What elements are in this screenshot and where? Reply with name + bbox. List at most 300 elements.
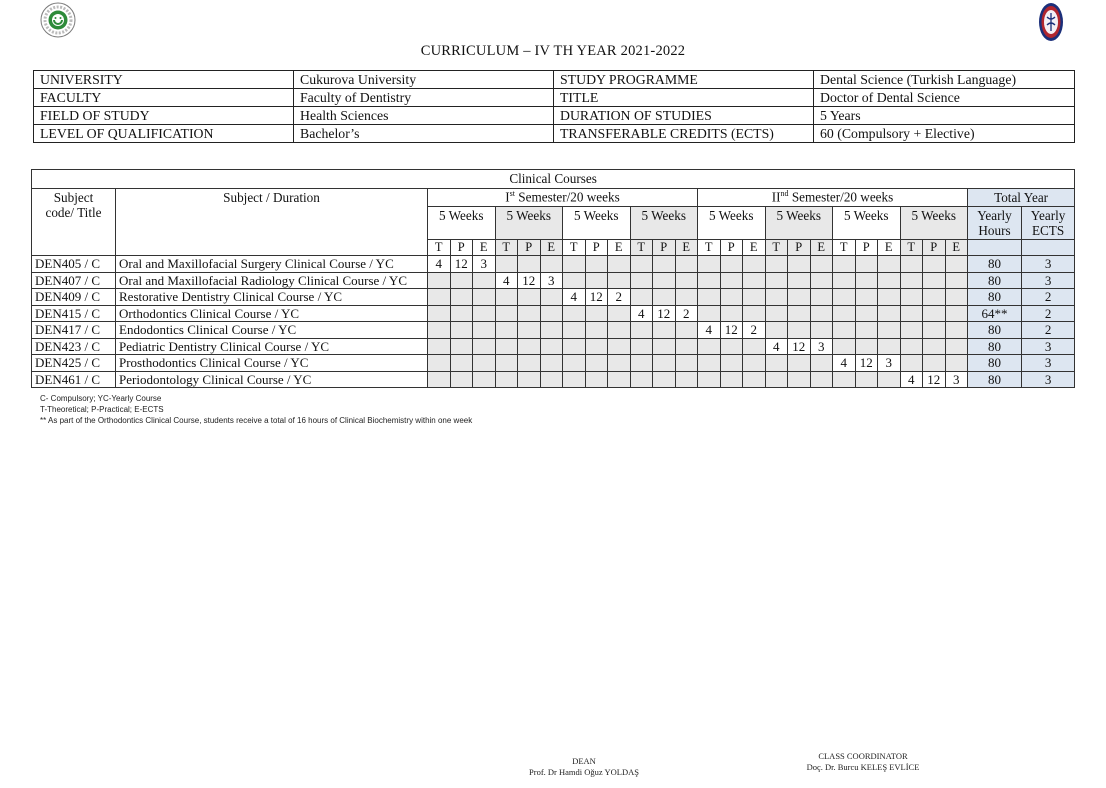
empty-cell xyxy=(788,371,811,388)
info-value: 60 (Compulsory + Elective) xyxy=(814,125,1075,143)
empty-cell xyxy=(878,272,901,289)
subject-duration-header: Subject / Duration xyxy=(116,189,428,256)
empty-cell xyxy=(585,338,608,355)
dean-name: Prof. Dr Hamdi Oğuz YOLDAŞ xyxy=(529,767,639,777)
course-row xyxy=(32,305,1075,322)
empty-cell xyxy=(810,305,833,322)
empty-cell xyxy=(810,289,833,306)
empty-cell xyxy=(540,256,563,273)
week-block-header: 5 Weeks xyxy=(495,207,563,240)
empty-cell xyxy=(833,338,856,355)
empty-cell xyxy=(675,322,698,339)
empty-cell xyxy=(698,338,721,355)
yearly-hours-header xyxy=(968,207,1022,240)
empty-cell xyxy=(743,289,766,306)
empty-cell xyxy=(833,305,856,322)
info-value: Cukurova University xyxy=(294,71,554,89)
empty-cell xyxy=(720,289,743,306)
info-label: LEVEL OF QUALIFICATION xyxy=(34,125,294,143)
empty-cell xyxy=(473,355,496,372)
empty-cell xyxy=(855,371,878,388)
empty-cell xyxy=(810,322,833,339)
empty-cell xyxy=(765,322,788,339)
course-e-value: 2 xyxy=(743,322,766,339)
course-code: DEN409 / C xyxy=(32,289,116,306)
info-value: Bachelor’s xyxy=(294,125,554,143)
empty-cell xyxy=(450,322,473,339)
tpe-header: P xyxy=(855,240,878,256)
faculty-logo xyxy=(1038,2,1064,42)
empty-cell xyxy=(495,289,518,306)
course-row xyxy=(32,256,1075,273)
empty-cell xyxy=(743,371,766,388)
course-name: Periodontology Clinical Course / YC xyxy=(116,371,428,388)
empty-cell xyxy=(585,305,608,322)
course-name: Oral and Maxillofacial Surgery Clinical Course / YC xyxy=(116,256,428,273)
course-t-value: 4 xyxy=(900,371,923,388)
course-code: DEN461 / C xyxy=(32,371,116,388)
semester-2-sup: nd xyxy=(780,189,789,199)
empty-cell xyxy=(630,289,653,306)
legend-line: T-Theoretical; P-Practical; E-ECTS xyxy=(40,405,164,414)
empty-cell xyxy=(473,305,496,322)
empty-cell xyxy=(608,355,631,372)
course-row xyxy=(32,371,1075,388)
empty-cell xyxy=(855,338,878,355)
week-block-header: 5 Weeks xyxy=(833,207,901,240)
empty-cell xyxy=(473,322,496,339)
empty-cell xyxy=(518,256,541,273)
empty-cell xyxy=(878,256,901,273)
empty-cell xyxy=(743,305,766,322)
empty-cell xyxy=(540,371,563,388)
empty-cell xyxy=(900,289,923,306)
tpe-header: T xyxy=(833,240,856,256)
empty-cell xyxy=(608,338,631,355)
empty-cell xyxy=(495,338,518,355)
empty-cell xyxy=(945,322,968,339)
empty-cell xyxy=(810,371,833,388)
empty-cell xyxy=(765,289,788,306)
yearly-ects-value: 3 xyxy=(1022,256,1075,273)
empty-cell xyxy=(630,355,653,372)
empty-cell xyxy=(450,338,473,355)
empty-cell xyxy=(495,256,518,273)
subject-code-header-line1: Subject xyxy=(53,190,94,205)
empty-cell xyxy=(540,338,563,355)
subject-code-header-line2: code/ Title xyxy=(45,205,102,220)
empty-cell xyxy=(450,272,473,289)
empty-cell xyxy=(540,355,563,372)
empty-cell xyxy=(788,289,811,306)
course-p-value: 12 xyxy=(585,289,608,306)
legend xyxy=(40,393,472,426)
empty-cell xyxy=(518,355,541,372)
empty-cell xyxy=(788,272,811,289)
empty-cell xyxy=(428,305,451,322)
course-t-value: 4 xyxy=(833,355,856,372)
empty-cell xyxy=(720,272,743,289)
empty-cell xyxy=(540,289,563,306)
empty-cell xyxy=(810,355,833,372)
course-p-value: 12 xyxy=(653,305,676,322)
week-block-header: 5 Weeks xyxy=(563,207,631,240)
yearly-hours-value: 64** xyxy=(968,305,1022,322)
course-code: DEN405 / C xyxy=(32,256,116,273)
info-row-faculty xyxy=(34,89,1075,107)
yearly-hours-value: 80 xyxy=(968,289,1022,306)
semester-1-header xyxy=(428,189,698,207)
course-e-value: 3 xyxy=(810,338,833,355)
tpe-header: P xyxy=(720,240,743,256)
empty-cell xyxy=(698,256,721,273)
empty-cell xyxy=(608,256,631,273)
empty-cell xyxy=(518,371,541,388)
empty-cell xyxy=(518,289,541,306)
course-p-value: 12 xyxy=(450,256,473,273)
empty-cell xyxy=(473,338,496,355)
course-p-value: 12 xyxy=(788,338,811,355)
empty-cell xyxy=(653,355,676,372)
empty-cell xyxy=(675,256,698,273)
week-block-header: 5 Weeks xyxy=(428,207,496,240)
tpe-header: E xyxy=(810,240,833,256)
tpe-header: T xyxy=(698,240,721,256)
empty-cell xyxy=(653,322,676,339)
info-value: 5 Years xyxy=(814,107,1075,125)
legend-line: C- Compulsory; YC-Yearly Course xyxy=(40,394,162,403)
empty-cell xyxy=(495,322,518,339)
dean-role: DEAN xyxy=(572,756,596,766)
empty-cell xyxy=(900,322,923,339)
course-e-value: 2 xyxy=(675,305,698,322)
yearly-ects-value: 3 xyxy=(1022,338,1075,355)
tpe-header: P xyxy=(450,240,473,256)
empty-cell xyxy=(878,338,901,355)
course-e-value: 3 xyxy=(878,355,901,372)
empty-cell xyxy=(945,355,968,372)
empty-cell xyxy=(900,305,923,322)
empty-cell xyxy=(518,338,541,355)
empty-cell xyxy=(698,355,721,372)
tpe-header: E xyxy=(675,240,698,256)
empty-cell xyxy=(630,322,653,339)
tpe-header-blank xyxy=(1022,240,1075,256)
empty-cell xyxy=(720,305,743,322)
empty-cell xyxy=(698,305,721,322)
empty-cell xyxy=(720,256,743,273)
empty-cell xyxy=(698,371,721,388)
empty-cell xyxy=(900,355,923,372)
course-code: DEN417 / C xyxy=(32,322,116,339)
course-t-value: 4 xyxy=(428,256,451,273)
tpe-header: P xyxy=(923,240,946,256)
empty-cell xyxy=(788,305,811,322)
empty-cell xyxy=(945,272,968,289)
empty-cell xyxy=(428,371,451,388)
tpe-header: T xyxy=(563,240,586,256)
yearly-ects-value: 3 xyxy=(1022,371,1075,388)
semester-1-sup: st xyxy=(509,189,515,199)
tpe-header: E xyxy=(473,240,496,256)
empty-cell xyxy=(473,371,496,388)
semester-1-label: Semester/20 weeks xyxy=(515,189,620,205)
tpe-header: E xyxy=(743,240,766,256)
empty-cell xyxy=(743,338,766,355)
yearly-hours-value: 80 xyxy=(968,371,1022,388)
yearly-ects-line2: ECTS xyxy=(1031,223,1065,238)
empty-cell xyxy=(923,256,946,273)
empty-cell xyxy=(855,272,878,289)
tpe-header: E xyxy=(608,240,631,256)
empty-cell xyxy=(428,338,451,355)
empty-cell xyxy=(608,371,631,388)
empty-cell xyxy=(743,355,766,372)
tpe-header: P xyxy=(653,240,676,256)
tpe-header: E xyxy=(945,240,968,256)
course-row xyxy=(32,338,1075,355)
empty-cell xyxy=(855,322,878,339)
semester-2-roman: II xyxy=(771,189,781,205)
empty-cell xyxy=(585,355,608,372)
empty-cell xyxy=(518,305,541,322)
course-t-value: 4 xyxy=(765,338,788,355)
empty-cell xyxy=(585,256,608,273)
total-year-header: Total Year xyxy=(968,189,1075,207)
empty-cell xyxy=(878,371,901,388)
tpe-header: T xyxy=(428,240,451,256)
empty-cell xyxy=(630,256,653,273)
empty-cell xyxy=(833,272,856,289)
empty-cell xyxy=(563,322,586,339)
info-label: TRANSFERABLE CREDITS (ECTS) xyxy=(554,125,814,143)
course-row xyxy=(32,289,1075,306)
empty-cell xyxy=(585,322,608,339)
legend-line: ** As part of the Orthodontics Clinical Course, students receive a total of 16 hours of Clinical Biochemistry within one week xyxy=(40,416,473,425)
yearly-hours-value: 80 xyxy=(968,322,1022,339)
empty-cell xyxy=(563,305,586,322)
yearly-ects-line1: Yearly xyxy=(1030,208,1066,223)
coordinator-name: Doç. Dr. Burcu KELEŞ EVLİCE xyxy=(806,762,920,772)
course-code: DEN407 / C xyxy=(32,272,116,289)
course-t-value: 4 xyxy=(698,322,721,339)
tpe-header: P xyxy=(585,240,608,256)
course-e-value: 3 xyxy=(945,371,968,388)
info-label: FIELD OF STUDY xyxy=(34,107,294,125)
info-label: UNIVERSITY xyxy=(34,71,294,89)
empty-cell xyxy=(608,272,631,289)
empty-cell xyxy=(608,322,631,339)
yearly-hours-line1: Yearly xyxy=(977,208,1012,223)
course-code: DEN425 / C xyxy=(32,355,116,372)
course-t-value: 4 xyxy=(495,272,518,289)
empty-cell xyxy=(788,322,811,339)
semester-1-roman: I xyxy=(505,189,510,205)
empty-cell xyxy=(428,272,451,289)
week-block-header: 5 Weeks xyxy=(765,207,833,240)
course-t-value: 4 xyxy=(630,305,653,322)
course-name: Oral and Maxillofacial Radiology Clinical Course / YC xyxy=(116,272,428,289)
empty-cell xyxy=(765,256,788,273)
empty-cell xyxy=(743,256,766,273)
course-e-value: 3 xyxy=(473,256,496,273)
semester-2-header xyxy=(698,189,968,207)
empty-cell xyxy=(630,371,653,388)
info-label: STUDY PROGRAMME xyxy=(554,71,814,89)
empty-cell xyxy=(810,272,833,289)
course-code: DEN423 / C xyxy=(32,338,116,355)
empty-cell xyxy=(675,355,698,372)
empty-cell xyxy=(653,371,676,388)
course-name: Restorative Dentistry Clinical Course / YC xyxy=(116,289,428,306)
empty-cell xyxy=(855,256,878,273)
empty-cell xyxy=(765,272,788,289)
empty-cell xyxy=(788,355,811,372)
week-block-header: 5 Weeks xyxy=(630,207,698,240)
course-row xyxy=(32,322,1075,339)
empty-cell xyxy=(675,371,698,388)
empty-cell xyxy=(563,256,586,273)
empty-cell xyxy=(653,256,676,273)
empty-cell xyxy=(450,355,473,372)
week-block-header: 5 Weeks xyxy=(698,207,766,240)
empty-cell xyxy=(428,289,451,306)
empty-cell xyxy=(428,355,451,372)
empty-cell xyxy=(653,338,676,355)
empty-cell xyxy=(585,371,608,388)
empty-cell xyxy=(653,272,676,289)
empty-cell xyxy=(540,322,563,339)
empty-cell xyxy=(855,305,878,322)
course-name: Endodontics Clinical Course / YC xyxy=(116,322,428,339)
empty-cell xyxy=(473,272,496,289)
tpe-header: T xyxy=(900,240,923,256)
empty-cell xyxy=(878,289,901,306)
course-name: Pediatric Dentistry Clinical Course / YC xyxy=(116,338,428,355)
empty-cell xyxy=(743,272,766,289)
empty-cell xyxy=(923,289,946,306)
coordinator-signature xyxy=(780,751,946,773)
info-row-level xyxy=(34,125,1075,143)
info-value: Dental Science (Turkish Language) xyxy=(814,71,1075,89)
yearly-ects-value: 2 xyxy=(1022,305,1075,322)
empty-cell xyxy=(473,289,496,306)
course-name: Prosthodontics Clinical Course / YC xyxy=(116,355,428,372)
course-t-value: 4 xyxy=(563,289,586,306)
semester-2-label: Semester/20 weeks xyxy=(788,189,894,205)
dean-signature xyxy=(504,756,664,778)
empty-cell xyxy=(630,338,653,355)
empty-cell xyxy=(675,289,698,306)
empty-cell xyxy=(518,322,541,339)
empty-cell xyxy=(833,289,856,306)
course-p-value: 12 xyxy=(855,355,878,372)
course-name: Orthodontics Clinical Course / YC xyxy=(116,305,428,322)
empty-cell xyxy=(945,289,968,306)
programme-info-table xyxy=(33,70,1075,143)
empty-cell xyxy=(563,371,586,388)
tpe-header: E xyxy=(878,240,901,256)
info-value: Doctor of Dental Science xyxy=(814,89,1075,107)
empty-cell xyxy=(495,355,518,372)
page-title: CURRICULUM – IV TH YEAR 2021-2022 xyxy=(420,43,686,59)
yearly-ects-header xyxy=(1022,207,1075,240)
coordinator-role: CLASS COORDINATOR xyxy=(818,751,908,761)
tpe-header: T xyxy=(495,240,518,256)
empty-cell xyxy=(720,355,743,372)
empty-cell xyxy=(563,272,586,289)
tpe-header: T xyxy=(630,240,653,256)
empty-cell xyxy=(675,338,698,355)
empty-cell xyxy=(540,305,563,322)
empty-cell xyxy=(675,272,698,289)
empty-cell xyxy=(698,289,721,306)
empty-cell xyxy=(900,272,923,289)
empty-cell xyxy=(450,305,473,322)
course-row xyxy=(32,272,1075,289)
course-p-value: 12 xyxy=(518,272,541,289)
yearly-hours-value: 80 xyxy=(968,338,1022,355)
tpe-header: E xyxy=(540,240,563,256)
empty-cell xyxy=(878,305,901,322)
info-row-field xyxy=(34,107,1075,125)
empty-cell xyxy=(765,355,788,372)
course-code: DEN415 / C xyxy=(32,305,116,322)
empty-cell xyxy=(923,272,946,289)
clinical-courses-title: Clinical Courses xyxy=(32,170,1075,189)
week-block-header: 5 Weeks xyxy=(900,207,968,240)
tpe-header: P xyxy=(518,240,541,256)
empty-cell xyxy=(833,256,856,273)
empty-cell xyxy=(945,256,968,273)
yearly-ects-value: 2 xyxy=(1022,322,1075,339)
empty-cell xyxy=(428,322,451,339)
course-e-value: 3 xyxy=(540,272,563,289)
empty-cell xyxy=(450,289,473,306)
info-row-university xyxy=(34,71,1075,89)
tpe-header: T xyxy=(765,240,788,256)
course-p-value: 12 xyxy=(923,371,946,388)
empty-cell xyxy=(765,371,788,388)
empty-cell xyxy=(833,322,856,339)
empty-cell xyxy=(900,256,923,273)
empty-cell xyxy=(878,322,901,339)
info-value: Faculty of Dentistry xyxy=(294,89,554,107)
empty-cell xyxy=(810,256,833,273)
empty-cell xyxy=(765,305,788,322)
empty-cell xyxy=(720,371,743,388)
empty-cell xyxy=(495,305,518,322)
course-p-value: 12 xyxy=(720,322,743,339)
empty-cell xyxy=(923,322,946,339)
yearly-ects-value: 2 xyxy=(1022,289,1075,306)
course-row xyxy=(32,355,1075,372)
yearly-ects-value: 3 xyxy=(1022,272,1075,289)
empty-cell xyxy=(608,305,631,322)
tpe-header: P xyxy=(788,240,811,256)
empty-cell xyxy=(450,371,473,388)
info-label: TITLE xyxy=(554,89,814,107)
yearly-hours-value: 80 xyxy=(968,272,1022,289)
info-label: FACULTY xyxy=(34,89,294,107)
empty-cell xyxy=(945,338,968,355)
empty-cell xyxy=(923,338,946,355)
empty-cell xyxy=(833,371,856,388)
empty-cell xyxy=(698,272,721,289)
tpe-header-blank xyxy=(968,240,1022,256)
empty-cell xyxy=(585,272,608,289)
university-logo xyxy=(40,2,76,38)
